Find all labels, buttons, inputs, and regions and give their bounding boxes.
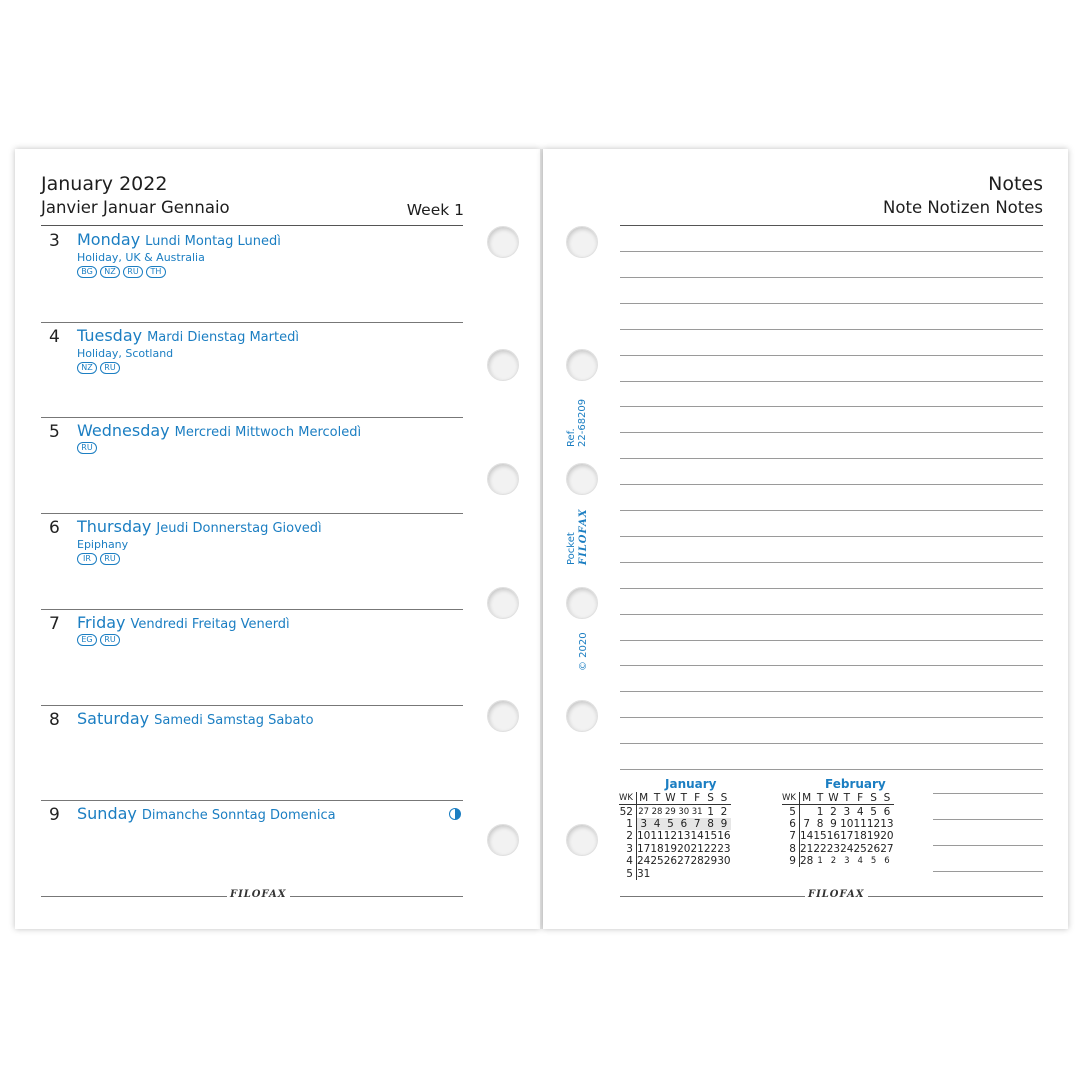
note-line xyxy=(620,355,1043,356)
day-number: 9 xyxy=(49,805,60,826)
day-number: 7 xyxy=(49,613,60,634)
calendar-day: 1 xyxy=(817,856,823,867)
calendar-day: 15 xyxy=(813,830,827,843)
calendar-day: 1 xyxy=(707,805,714,818)
calendar-day: 27 xyxy=(638,806,650,817)
week-label: Week 1 xyxy=(406,201,464,219)
mini-calendar-grid xyxy=(782,792,894,867)
calendar-day: 9 xyxy=(717,818,730,830)
day-divider xyxy=(41,609,463,610)
mini-calendar-month: January xyxy=(665,777,717,791)
note-line xyxy=(620,303,1043,304)
day-name xyxy=(77,230,281,249)
calendar-day: 6 xyxy=(884,856,890,867)
day-name xyxy=(77,517,322,536)
note-line xyxy=(620,329,1043,330)
mini-calendar-month: February xyxy=(825,777,886,791)
binder-hole xyxy=(487,226,519,258)
notes-header-rule xyxy=(620,225,1043,226)
weekday-header: T xyxy=(650,792,663,805)
country-code-badge: IR xyxy=(77,553,97,565)
calendar-day: 28 xyxy=(690,855,704,868)
calendar-day: 20 xyxy=(880,830,894,843)
day-name-english: Monday xyxy=(77,230,141,249)
note-line xyxy=(620,588,1043,589)
calendar-day: 6 xyxy=(883,805,891,818)
spine-ref xyxy=(566,399,588,447)
calendar-day: 14 xyxy=(690,830,704,843)
spine-pocket xyxy=(566,508,590,565)
week-number: 52 xyxy=(619,805,636,818)
mini-calendar-grid xyxy=(619,792,731,880)
week-number: 5 xyxy=(782,805,799,818)
calendar-day: 22 xyxy=(813,842,827,855)
calendar-day: 18 xyxy=(650,842,664,855)
calendar-day: 31 xyxy=(636,867,651,880)
country-codes xyxy=(77,266,166,278)
calendar-day: 12 xyxy=(663,830,678,843)
note-line-short xyxy=(933,845,1043,846)
note-line xyxy=(620,562,1043,563)
weekday-header: S xyxy=(704,792,717,805)
left-page xyxy=(15,149,540,929)
day-name xyxy=(77,613,290,632)
calendar-day: 13 xyxy=(880,817,894,830)
calendar-day: 19 xyxy=(866,830,881,843)
day-entry[interactable] xyxy=(41,417,463,512)
calendar-day: 4 xyxy=(650,818,663,830)
note-line xyxy=(620,277,1043,278)
week-number: 1 xyxy=(619,818,636,830)
weekday-header: F xyxy=(853,792,866,805)
day-name-translations: Dimanche Sonntag Domenica xyxy=(141,808,336,824)
calendar-day: 13 xyxy=(677,830,691,843)
weekday-header: M xyxy=(799,792,813,805)
calendar-day: 25 xyxy=(650,855,664,868)
day-name xyxy=(77,804,336,823)
binder-hole xyxy=(566,700,598,732)
filofax-logo: FILOFAX xyxy=(227,889,290,900)
country-code-badge: RU xyxy=(100,553,120,565)
calendar-day: 15 xyxy=(703,830,718,843)
calendar-day: 4 xyxy=(856,805,864,818)
weekday-header: M xyxy=(636,792,650,805)
calendar-day: 27 xyxy=(880,842,894,855)
calendar-day: 8 xyxy=(816,817,824,830)
country-code-badge: NZ xyxy=(77,362,97,374)
calendar-day: 2 xyxy=(720,805,728,818)
calendar-day: 30 xyxy=(717,855,731,868)
spine-copyright: © 2020 xyxy=(578,632,589,671)
weekday-header: WK xyxy=(619,792,636,805)
country-code-badge: RU xyxy=(100,634,120,646)
note-line-short xyxy=(933,871,1043,872)
country-codes xyxy=(77,442,97,454)
note-line xyxy=(620,458,1043,459)
week-number: 3 xyxy=(619,843,636,855)
calendar-day: 16 xyxy=(717,830,731,843)
calendar-day: 10 xyxy=(636,830,651,843)
holiday-note: Holiday, UK & Australia xyxy=(77,251,205,264)
calendar-day: 30 xyxy=(678,806,690,817)
calendar-day xyxy=(664,867,677,879)
note-line xyxy=(620,251,1043,252)
calendar-day: 5 xyxy=(870,805,877,818)
binder-hole xyxy=(566,824,598,856)
note-line-short xyxy=(933,819,1043,820)
calendar-day: 8 xyxy=(704,818,717,830)
calendar-day: 5 xyxy=(870,856,877,867)
calendar-day: 21 xyxy=(799,842,814,855)
calendar-day: 26 xyxy=(866,842,881,855)
moon-phase-icon xyxy=(449,808,461,820)
week-number: 2 xyxy=(619,830,636,842)
note-line xyxy=(620,769,1043,770)
country-code-badge: RU xyxy=(100,362,120,374)
day-name-english: Wednesday xyxy=(77,421,170,441)
weekday-header: T xyxy=(677,792,690,805)
weekday-header: S xyxy=(867,792,880,805)
calendar-day: 3 xyxy=(636,818,650,830)
day-entry[interactable] xyxy=(41,513,463,608)
week-number: 7 xyxy=(782,830,799,842)
note-line xyxy=(620,510,1043,511)
calendar-day: 23 xyxy=(717,842,731,855)
day-name-english: Sunday xyxy=(77,804,137,824)
binder-hole xyxy=(566,226,598,258)
weekday-header: S xyxy=(880,792,893,805)
month-subtitle: Janvier Januar Gennaio xyxy=(41,198,230,217)
binder-hole xyxy=(487,349,519,381)
binder-hole xyxy=(566,463,598,495)
spine-pocket-label: Pocket xyxy=(566,532,577,565)
note-line xyxy=(620,432,1043,433)
spine-brand: FILOFAX xyxy=(578,508,589,565)
binder-hole xyxy=(566,587,598,619)
binder-hole xyxy=(487,824,519,856)
holiday-note: Epiphany xyxy=(77,538,129,552)
country-codes xyxy=(77,634,120,646)
day-number: 5 xyxy=(49,422,60,443)
day-name-english: Tuesday xyxy=(77,325,143,345)
calendar-day: 19 xyxy=(663,842,678,855)
day-name-translations: Lundi Montag Lunedì xyxy=(145,234,281,249)
weekday-header: F xyxy=(690,792,703,805)
day-divider xyxy=(41,322,463,323)
day-number: 3 xyxy=(49,231,60,251)
calendar-day: 7 xyxy=(803,817,811,830)
week-number: 5 xyxy=(619,867,636,879)
calendar-day: 26 xyxy=(663,855,678,868)
note-line xyxy=(620,614,1043,615)
day-entry[interactable] xyxy=(41,800,463,895)
day-entry[interactable] xyxy=(41,705,463,800)
week-number: 6 xyxy=(782,818,799,830)
spine-ref-label: Ref. xyxy=(566,428,577,447)
calendar-day: 18 xyxy=(853,830,867,843)
day-divider xyxy=(41,705,463,706)
calendar-day: 21 xyxy=(690,842,704,855)
calendar-day: 9 xyxy=(830,817,837,830)
day-entry[interactable] xyxy=(41,322,463,417)
day-name-english: Friday xyxy=(77,612,126,632)
calendar-day xyxy=(677,867,690,879)
calendar-day: 14 xyxy=(799,830,814,843)
weekday-header: W xyxy=(665,792,676,805)
filofax-logo-right: FILOFAX xyxy=(805,889,868,900)
note-line xyxy=(620,665,1043,666)
calendar-day: 6 xyxy=(677,818,690,830)
weekday-header: S xyxy=(717,792,730,805)
calendar-day: 7 xyxy=(690,818,703,830)
week-number: 9 xyxy=(782,855,799,867)
day-divider xyxy=(41,417,463,418)
calendar-day: 4 xyxy=(857,856,863,867)
calendar-day: 29 xyxy=(703,855,718,868)
day-name-translations: Mardi Dienstag Martedì xyxy=(147,329,299,345)
spine-ref-number: 22-68209 xyxy=(577,398,588,447)
calendar-day: 2 xyxy=(830,856,837,867)
country-code-badge: BG xyxy=(77,266,97,278)
binder-hole xyxy=(487,587,519,619)
holiday-note: Holiday, Scotland xyxy=(77,346,174,360)
country-code-badge: NZ xyxy=(100,266,120,278)
country-code-badge: EG xyxy=(77,634,97,646)
weekday-header: T xyxy=(840,792,853,805)
calendar-day: 24 xyxy=(840,842,854,855)
calendar-day: 22 xyxy=(703,842,718,855)
calendar-day: 3 xyxy=(844,856,850,867)
day-name xyxy=(77,709,314,728)
weekday-header: T xyxy=(813,792,826,805)
notes-subtitle: Note Notizen Notes xyxy=(883,198,1043,217)
note-line xyxy=(620,717,1043,718)
note-line xyxy=(620,640,1043,641)
calendar-day: 17 xyxy=(840,830,854,843)
day-divider xyxy=(41,513,463,514)
calendar-day: 17 xyxy=(636,842,651,855)
calendar-day: 2 xyxy=(830,805,837,818)
calendar-day: 23 xyxy=(826,842,841,855)
binder-hole xyxy=(487,463,519,495)
country-code-badge: RU xyxy=(123,266,143,278)
country-code-badge: RU xyxy=(77,442,97,454)
note-line xyxy=(620,381,1043,382)
note-line xyxy=(620,406,1043,407)
note-line xyxy=(620,743,1043,744)
day-entry[interactable] xyxy=(41,609,463,704)
day-name-english: Saturday xyxy=(77,708,150,728)
day-divider xyxy=(41,800,463,801)
calendar-day: 1 xyxy=(816,805,824,818)
calendar-day xyxy=(704,867,717,879)
binder-hole xyxy=(487,700,519,732)
day-number: 8 xyxy=(49,709,60,730)
weekday-header: W xyxy=(828,792,839,805)
calendar-day: 12 xyxy=(866,817,881,830)
binder-hole xyxy=(566,349,598,381)
day-name xyxy=(77,326,299,345)
note-line-short xyxy=(933,793,1043,794)
country-code-badge: TH xyxy=(146,266,166,278)
calendar-day: 20 xyxy=(677,842,691,855)
calendar-day: 16 xyxy=(826,830,841,843)
right-page xyxy=(543,149,1068,929)
calendar-day xyxy=(799,805,813,818)
week-number: 4 xyxy=(619,855,636,867)
day-name-translations: Samedi Samstag Sabato xyxy=(154,712,314,728)
calendar-day: 28 xyxy=(799,855,814,868)
day-entry[interactable] xyxy=(41,226,463,321)
calendar-day: 25 xyxy=(853,842,867,855)
day-name-translations: Mercredi Mittwoch Mercoledì xyxy=(174,425,362,441)
month-title: January 2022 xyxy=(41,173,168,195)
calendar-day: 24 xyxy=(636,855,651,868)
calendar-day: 11 xyxy=(650,830,664,843)
calendar-day: 11 xyxy=(853,817,867,830)
day-number: 6 xyxy=(49,518,60,539)
country-codes xyxy=(77,362,120,374)
calendar-day: 10 xyxy=(840,817,854,830)
day-name xyxy=(77,421,361,440)
day-number: 4 xyxy=(49,326,60,347)
note-line xyxy=(620,536,1043,537)
calendar-day xyxy=(717,867,730,879)
notes-title: Notes xyxy=(988,173,1043,195)
note-line xyxy=(620,484,1043,485)
country-codes xyxy=(77,553,120,565)
week-number: 8 xyxy=(782,843,799,855)
calendar-day: 29 xyxy=(665,806,676,817)
calendar-day: 27 xyxy=(677,855,691,868)
note-line xyxy=(620,691,1043,692)
day-name-english: Thursday xyxy=(77,517,152,537)
calendar-day: 31 xyxy=(691,806,703,817)
day-name-translations: Jeudi Donnerstag Giovedì xyxy=(156,521,322,537)
day-name-translations: Vendredi Freitag Venerdì xyxy=(130,616,290,632)
weekday-header: WK xyxy=(782,792,799,805)
calendar-day xyxy=(650,867,663,879)
calendar-day: 5 xyxy=(664,818,677,830)
calendar-day xyxy=(690,867,703,879)
calendar-day: 28 xyxy=(651,806,663,817)
calendar-day: 3 xyxy=(843,805,851,818)
